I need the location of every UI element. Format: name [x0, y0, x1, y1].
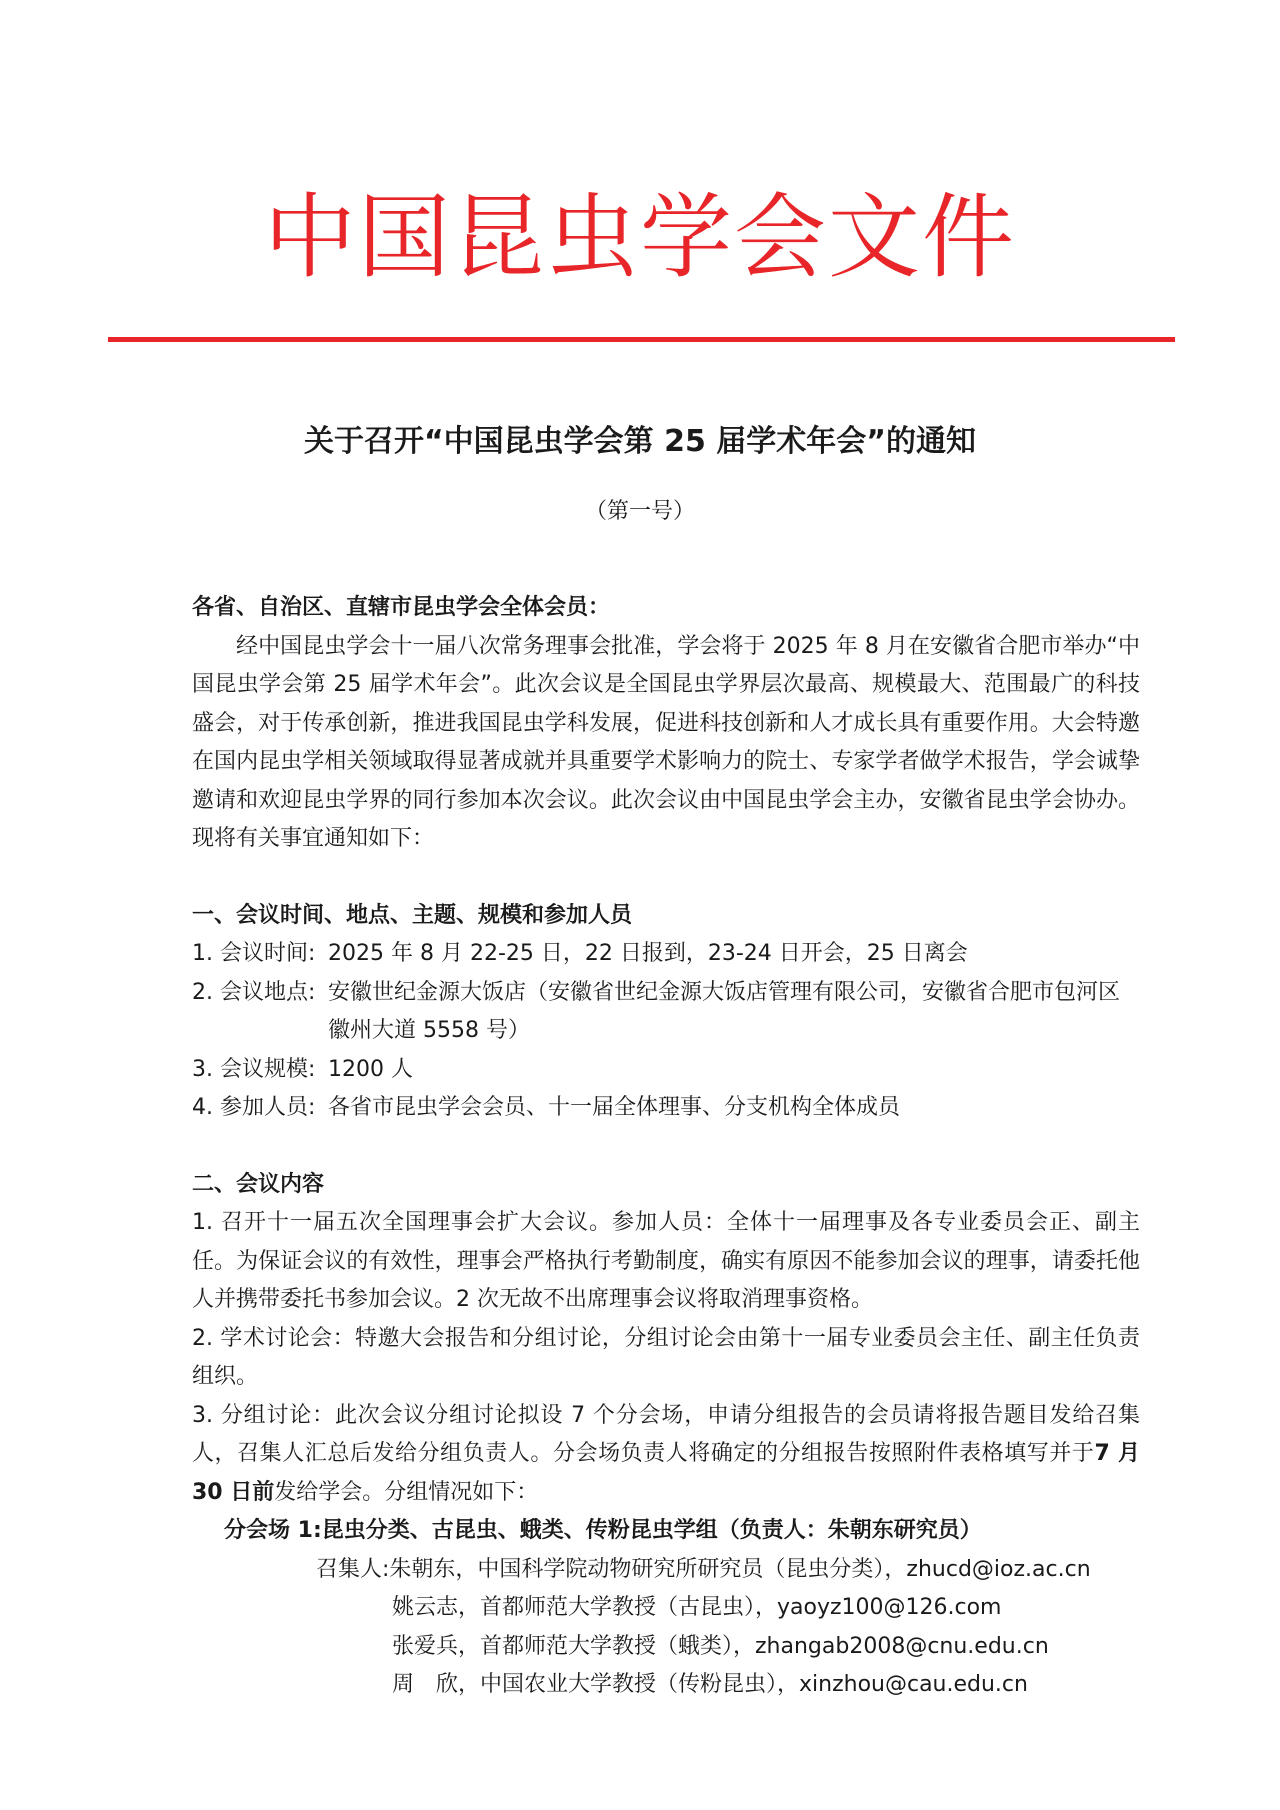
convener-label: 召集人: [316, 1556, 390, 1582]
convener-line: 张爱兵，首都师范大学教授（蛾类），zhangab2008@cnu.edu.cn [392, 1633, 1049, 1659]
meeting-scale-item [192, 1051, 1140, 1090]
item-text: 各省市昆虫学会会员、十一届全体理事、分支机构全体成员 [328, 1095, 901, 1120]
meeting-venue-item [192, 974, 1140, 1051]
deadline-text: 7 月 30 日前 [192, 1441, 1140, 1505]
paragraph-text: 3. 分组讨论：此次会议分组讨论拟设 7 个分会场，申请分组报告的会员请将报告题目发给召集人，召集人汇总后发给分组负责人。分会场负责人将确定的分组报告按照附件表格填写并于 [192, 1402, 1140, 1466]
meeting-time-item [192, 935, 1140, 974]
content-paragraph-3 [192, 1397, 1140, 1513]
paragraph-text: 发给学会。分组情况如下： [274, 1479, 539, 1505]
item-text: 安徽世纪金源大饭店（安徽省世纪金源大饭店管理有限公司，安徽省合肥市包河区徽州大道 5558 号） [328, 979, 1121, 1043]
header-divider [108, 337, 1175, 342]
item-label: 1. 会议时间: [192, 941, 316, 966]
content-paragraph-2: 2. 学术讨论会：特邀大会报告和分组讨论，分组讨论会由第十一届专业委员会主任、副主任负责组织。 [192, 1325, 1140, 1389]
item-label: 3. 会议规模: [192, 1056, 316, 1082]
notice-title: 关于召开“中国昆虫学会第 25 届学术年会”的通知 [303, 424, 977, 459]
item-text: 2025 年 8 月 22-25 日，22 日报到，23-24 日开会，25 日离会 [328, 941, 968, 966]
participants-item [192, 1089, 1140, 1128]
content-paragraph-1: 1. 召开十一届五次全国理事会扩大会议。参加人员：全体十一届理事及各专业委员会正、副主任。为保证会议的有效性，理事会严格执行考勤制度，确实有原因不能参加会议的理事，请委托他人并携带委托书参加会议。2 次无故不出席理事会议将取消理事资格。 [192, 1210, 1140, 1312]
item-label: 2. 会议地点: [192, 979, 316, 1005]
notice-number: （第一号） [584, 499, 695, 524]
convener-line: 周 欣，中国农业大学教授（传粉昆虫），xinzhou@cau.edu.cn [392, 1672, 1028, 1697]
convener-line [192, 1551, 1140, 1590]
section-1-heading: 一、会议时间、地点、主题、规模和参加人员 [192, 902, 633, 928]
document-header-title: 中国昆虫学会文件 [263, 184, 1016, 291]
item-label: 4. 参加人员: [192, 1095, 316, 1120]
notice-body [192, 589, 1140, 1705]
item-text: 1200 人 [328, 1056, 413, 1082]
convener-entry: 朱朝东，中国科学院动物研究所研究员（昆虫分类），zhucd@ioz.ac.cn [389, 1556, 1091, 1582]
section-2-heading: 二、会议内容 [192, 1171, 325, 1197]
convener-line: 姚云志，首都师范大学教授（古昆虫），yaoyz100@126.com [392, 1595, 1002, 1620]
intro-paragraph: 经中国昆虫学会十一届八次常务理事会批准，学会将于 2025 年 8 月在安徽省合肥市举办“中国昆虫学会第 25 届学术年会”。此次会议是全国昆虫学界层次最高、规模最大、范围最广的科技盛会，对于传承创新，推进我国昆虫学科发展，促进科技创新和人才成长具有重要作用。大会特邀在国内昆虫学相关领域取得显著成就并具重要学术影响力的院士、专家学者做学术报告，学会诚挚邀请和欢迎昆虫学界的同行参加本次会议。此次会议由中国昆虫学会主办，安徽省昆虫学会协办。现将有关事宜通知如下： [192, 633, 1140, 851]
salutation: 各省、自治区、直辖市昆虫学会全体会员： [192, 595, 611, 620]
group-1-heading: 分会场 1:昆虫分类、古昆虫、蛾类、传粉昆虫学组（负责人：朱朝东研究员） [224, 1518, 982, 1543]
